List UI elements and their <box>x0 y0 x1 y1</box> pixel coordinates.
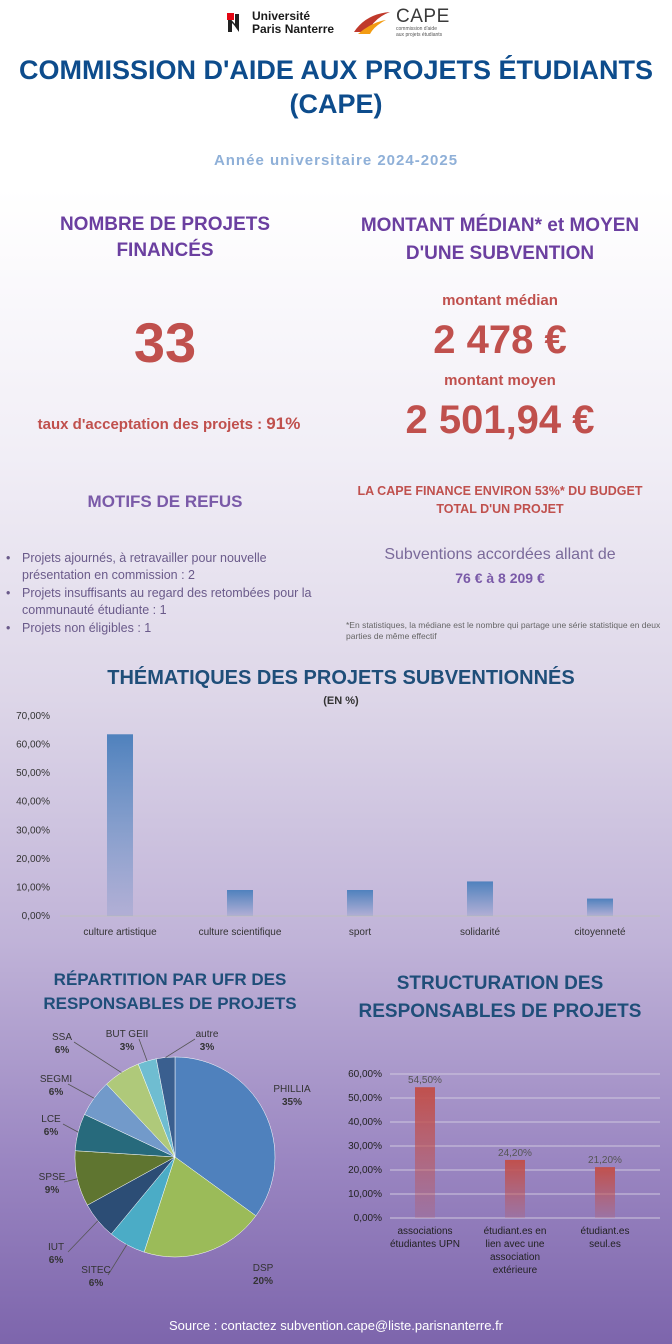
y-tick-label: 50,00% <box>348 1093 382 1104</box>
slice-percent: 6% <box>48 1255 64 1266</box>
acceptance-rate-value: 91% <box>266 414 301 433</box>
x-tick-label: associations étudiantes UPN <box>389 1226 461 1250</box>
slice-percent: 6% <box>43 1127 59 1138</box>
cape-logo-tagline1: commission d'aide <box>396 26 437 32</box>
slice-percent: 3% <box>199 1042 215 1053</box>
list-item: • Projets non éligibles : 1 <box>6 620 336 637</box>
finance-share-note: LA CAPE FINANCE ENVIRON 53%* DU BUDGET TOTAL D'UN PROJET <box>357 484 643 516</box>
list-item: • Projets insuffisants au regard des retombées pour la communauté étudiante : 1 <box>6 585 336 619</box>
ufr-chart-title: RÉPARTITION PAR UFR DES RESPONSABLES DE PROJETS <box>43 970 297 1013</box>
x-tick-label: sport <box>348 927 372 938</box>
bar-data-label: 54,50% <box>408 1075 442 1087</box>
slice-label: SEGMI <box>39 1074 73 1085</box>
x-tick-label: culture scientifique <box>198 927 282 938</box>
slice-percent: 6% <box>88 1278 104 1289</box>
y-tick-label: 70,00% <box>16 711 50 722</box>
leader-line <box>64 1179 77 1182</box>
y-tick-label: 50,00% <box>16 768 50 780</box>
cape-logo <box>352 8 450 38</box>
y-tick-label: 10,00% <box>16 882 50 894</box>
x-tick-label: citoyenneté <box>574 927 626 938</box>
page-title-line2: (CAPE) <box>289 89 383 119</box>
slice-percent: 9% <box>44 1185 60 1196</box>
slice-label: SPSE <box>38 1172 66 1183</box>
slice-percent: 3% <box>119 1042 135 1053</box>
mean-amount-label: montant moyen <box>444 372 556 389</box>
cape-logo-name: CAPE <box>396 6 450 27</box>
x-tick-label: étudiant.es en lien avec une association extérieure <box>483 1226 547 1276</box>
universite-paris-nanterre-logo <box>226 10 334 36</box>
bar <box>415 1087 435 1218</box>
source-contact: Source : contactez subvention.cape@liste.parisnanterre.fr <box>168 1318 504 1333</box>
structure-bar-chart <box>330 1060 670 1300</box>
y-tick-label: 40,00% <box>16 796 50 808</box>
page-title-line1: COMMISSION D'AIDE AUX PROJETS ÉTUDIANTS <box>19 55 653 85</box>
grant-amount-title: MONTANT MÉDIAN* et MOYEN D'UNE SUBVENTION <box>360 215 640 264</box>
leader-line <box>139 1039 147 1061</box>
slice-label: SITEC <box>81 1265 111 1276</box>
y-tick-label: 0,00% <box>21 911 50 922</box>
refusal-reasons-title: MOTIFS DE REFUS <box>87 492 243 511</box>
themes-bar-chart <box>0 704 672 944</box>
y-tick-label: 60,00% <box>348 1069 382 1080</box>
y-tick-label: 0,00% <box>353 1213 382 1224</box>
y-tick-label: 10,00% <box>348 1189 382 1200</box>
x-tick-label: étudiant.es seul.es <box>580 1226 630 1250</box>
leader-line <box>108 1245 127 1275</box>
slice-label: SSA <box>51 1032 73 1043</box>
y-tick-label: 30,00% <box>16 825 50 837</box>
y-tick-label: 20,00% <box>348 1165 382 1176</box>
upn-logo-line2: Paris Nanterre <box>252 22 335 36</box>
bar <box>587 899 613 916</box>
bar-data-label: 24,20% <box>498 1147 532 1159</box>
bar <box>347 890 373 916</box>
bar-data-label: 21,20% <box>588 1155 622 1167</box>
slice-percent: 20% <box>252 1276 274 1287</box>
acceptance-rate-label: taux d'acceptation des projets : <box>37 416 263 433</box>
y-tick-label: 60,00% <box>16 739 50 751</box>
slice-label: BUT GEII <box>105 1029 149 1040</box>
x-tick-label: solidarité <box>459 927 501 938</box>
page-title <box>0 53 672 121</box>
y-tick-label: 40,00% <box>348 1117 382 1128</box>
leader-line <box>166 1039 195 1057</box>
upn-logo-mark-icon <box>226 12 246 34</box>
grant-range-label: Subventions accordées allant de <box>384 546 616 563</box>
bar <box>595 1167 615 1218</box>
ufr-pie-chart <box>0 1020 340 1310</box>
refusal-reasons-list <box>6 550 336 638</box>
slice-percent: 6% <box>54 1045 70 1056</box>
y-tick-label: 20,00% <box>16 853 50 865</box>
acceptance-rate <box>14 414 324 434</box>
funded-projects-title: NOMBRE DE PROJETS FINANCÉS <box>59 214 271 261</box>
structure-chart-title: STRUCTURATION DES RESPONSABLES DE PROJETS <box>358 973 642 1022</box>
slice-label: PHILLIA <box>273 1084 311 1095</box>
bar <box>227 890 253 916</box>
slice-label: autre <box>195 1029 219 1040</box>
list-item: • Projets ajournés, à retravailler pour nouvelle présentation en commission : 2 <box>6 550 336 584</box>
cape-flame-icon <box>352 10 392 36</box>
academic-year: Année universitaire 2024-2025 <box>213 152 459 169</box>
leader-line <box>68 1221 98 1252</box>
funded-projects-count: 33 <box>133 311 197 374</box>
median-footnote: *En statistiques, la médiane est le nombre qui partage une série statistique en deux parties de même effectif <box>346 620 661 641</box>
themes-chart-subtitle: (EN %) <box>323 695 359 707</box>
leader-line <box>74 1042 121 1073</box>
slice-percent: 35% <box>281 1097 303 1108</box>
cape-logo-tagline2: aux projets étudiants <box>396 32 443 38</box>
grant-range-value: 76 € à 8 209 € <box>455 570 545 586</box>
leader-line <box>63 1124 78 1132</box>
median-amount-label: montant médian <box>442 292 558 309</box>
median-amount-value: 2 478 € <box>433 318 567 362</box>
leader-line <box>68 1084 94 1098</box>
themes-chart-title: THÉMATIQUES DES PROJETS SUBVENTIONNÉS <box>107 667 575 689</box>
upn-logo-line1: Université <box>252 9 311 23</box>
slice-label: LCE <box>41 1114 61 1125</box>
mean-amount-value: 2 501,94 € <box>405 398 595 442</box>
slice-label: DSP <box>252 1263 274 1274</box>
y-tick-label: 30,00% <box>348 1141 382 1152</box>
slice-label: IUT <box>47 1242 65 1253</box>
bar <box>107 734 133 916</box>
bar <box>467 881 493 916</box>
bar <box>505 1160 525 1218</box>
x-tick-label: culture artistique <box>83 927 157 938</box>
slice-percent: 6% <box>48 1087 64 1098</box>
